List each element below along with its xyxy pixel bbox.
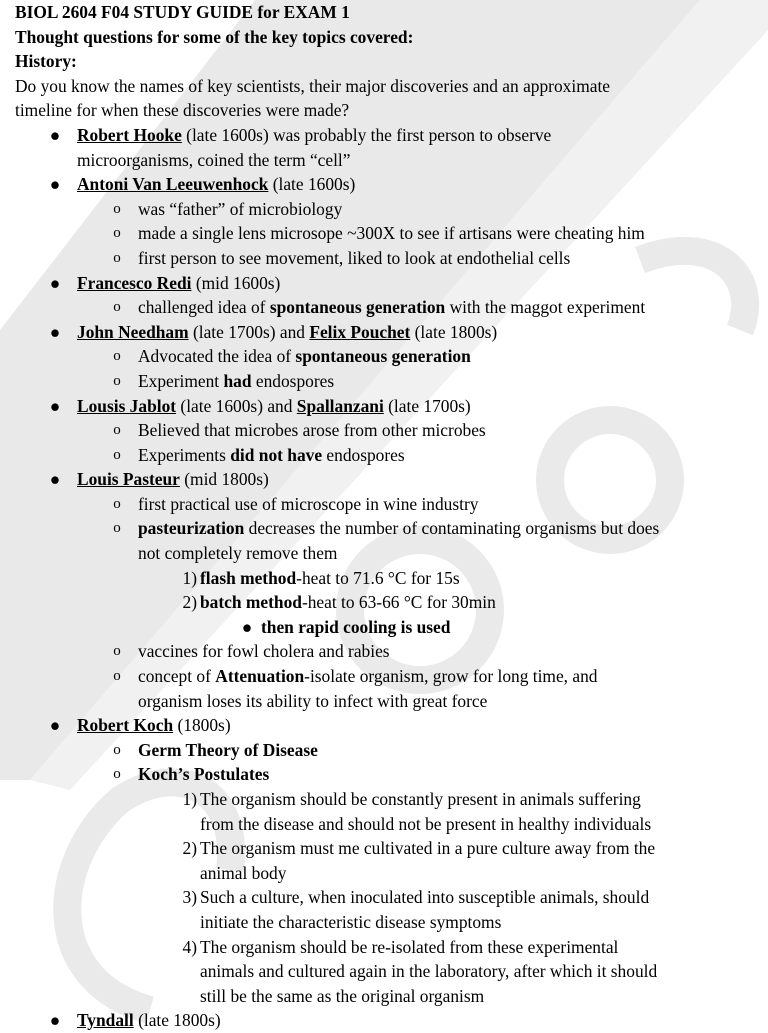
sub-item: o pasteurization decreases the number of contaminating organisms but does not completely remove them [15,516,768,565]
scientist-name: Antoni Van Leeuwenhock [77,174,269,195]
list-item-leeuwenhoek: ● Antoni Van Leeuwenhock (late 1600s) [15,172,768,197]
scientist-name: John Needham [77,321,189,342]
scientist-name: Tyndall [77,1010,134,1031]
sub-item: o Believed that microbes arose from other microbes [15,418,768,443]
list-item-tyndall: ● Tyndall (late 1800s) [15,1008,768,1033]
list-item-redi: ● Francesco Redi (mid 1600s) [15,271,768,296]
bullet-icon: ● [49,469,61,490]
circle-bullet-icon: o [113,372,121,389]
section-heading: History: [15,51,77,72]
bullet-icon: ● [49,174,61,195]
circle-bullet-icon: o [113,495,121,512]
sub-item: o Koch’s Postulates [15,762,768,787]
list-item-needham-pouchet: ● John Needham (late 1700s) and Felix Pouchet (late 1800s) [15,320,768,345]
sub-item: o Germ Theory of Disease [15,738,768,763]
numbered-item: 4) The organism should be re-isolated from these experimental animals and cultured again in the laboratory, after which it should still be the same as the original organism [15,935,768,1009]
document-title: BIOL 2604 F04 STUDY GUIDE for EXAM 1 [15,2,350,22]
circle-bullet-icon: o [113,249,121,266]
sub-sub-item: ● then rapid cooling is used [15,615,768,640]
sub-item: o first practical use of microscope in wine industry [15,492,768,517]
circle-bullet-icon: o [113,741,121,758]
list-number: 3) [182,887,197,908]
list-number: 2) [182,592,197,613]
circle-bullet-icon: o [113,422,121,439]
circle-bullet-icon: o [113,225,121,242]
scientist-name: Robert Hooke [77,124,182,145]
bullet-icon: ● [49,321,61,342]
list-item-koch: ● Robert Koch (1800s) [15,713,768,738]
sub-item: o challenged idea of spontaneous generation with the maggot experiment [15,295,768,320]
scientist-name: Spallanzani [296,395,384,416]
sub-item: o vaccines for fowl cholera and rabies [15,639,768,664]
circle-bullet-icon: o [113,200,121,217]
list-number: 1) [182,789,197,809]
intro-text-line-2: timeline for when these discoveries were made? [15,100,350,121]
scientist-name: Robert Koch [77,715,174,736]
scientist-name: Francesco Redi [77,272,192,293]
sub-item: o Experiment had endospores [15,369,768,394]
circle-bullet-icon: o [113,446,121,463]
list-item-hooke: ● Robert Hooke (late 1600s) was probably the first person to observe microorganisms, coined the term “cell” [15,123,768,172]
scientist-name: Lousis Jablot [77,395,177,416]
list-number: 4) [182,936,197,957]
sub-item: o made a single lens microsope ~300X to see if artisans were cheating him [15,221,768,246]
sub-item: o Experiments did not have endospores [15,443,768,468]
circle-bullet-icon: o [113,348,121,365]
document-subtitle: Thought questions for some of the key topics covered: [15,26,414,47]
numbered-item: 1) flash method-heat to 71.6 °C for 15s [15,566,768,591]
bullet-icon: ● [241,616,253,637]
numbered-item: 3) Such a culture, when inoculated into susceptible animals, should initiate the characteristic disease symptoms [15,885,768,934]
bullet-icon: ● [49,395,61,416]
circle-bullet-icon: o [113,643,121,660]
scientist-name: Felix Pouchet [309,321,411,342]
numbered-item: 2) batch method-heat to 63-66 °C for 30min [15,590,768,615]
circle-bullet-icon: o [113,520,121,537]
circle-bullet-icon: o [113,766,121,783]
list-number: 1) [182,567,197,588]
bullet-icon: ● [49,1010,61,1031]
list-item-pasteur: ● Louis Pasteur (mid 1800s) [15,467,768,492]
intro-text-line-1: Do you know the names of key scientists, their major discoveries and an approximate [15,75,610,96]
bullet-icon: ● [49,124,61,145]
sub-item: o Advocated the idea of spontaneous generation [15,344,768,369]
circle-bullet-icon: o [113,668,121,685]
scientist-name: Louis Pasteur [77,469,180,490]
numbered-item: 2) The organism must me cultivated in a pure culture away from the animal body [15,836,768,885]
circle-bullet-icon: o [113,299,121,316]
numbered-item: 1) The organism should be constantly present in animals suffering from the disease and should not be present in healthy individuals [15,787,768,836]
list-number: 2) [182,838,197,859]
sub-item: o concept of Attenuation-isolate organism, grow for long time, and organism loses its ability to infect with great force [15,664,768,713]
sub-item: o first person to see movement, liked to look at endothelial cells [15,246,768,271]
bullet-icon: ● [49,272,61,293]
bullet-icon: ● [49,715,61,736]
sub-item: o was “father” of microbiology [15,197,768,222]
list-item-jablot-spallanzani: ● Lousis Jablot (late 1600s) and Spallanzani (late 1700s) [15,394,768,419]
